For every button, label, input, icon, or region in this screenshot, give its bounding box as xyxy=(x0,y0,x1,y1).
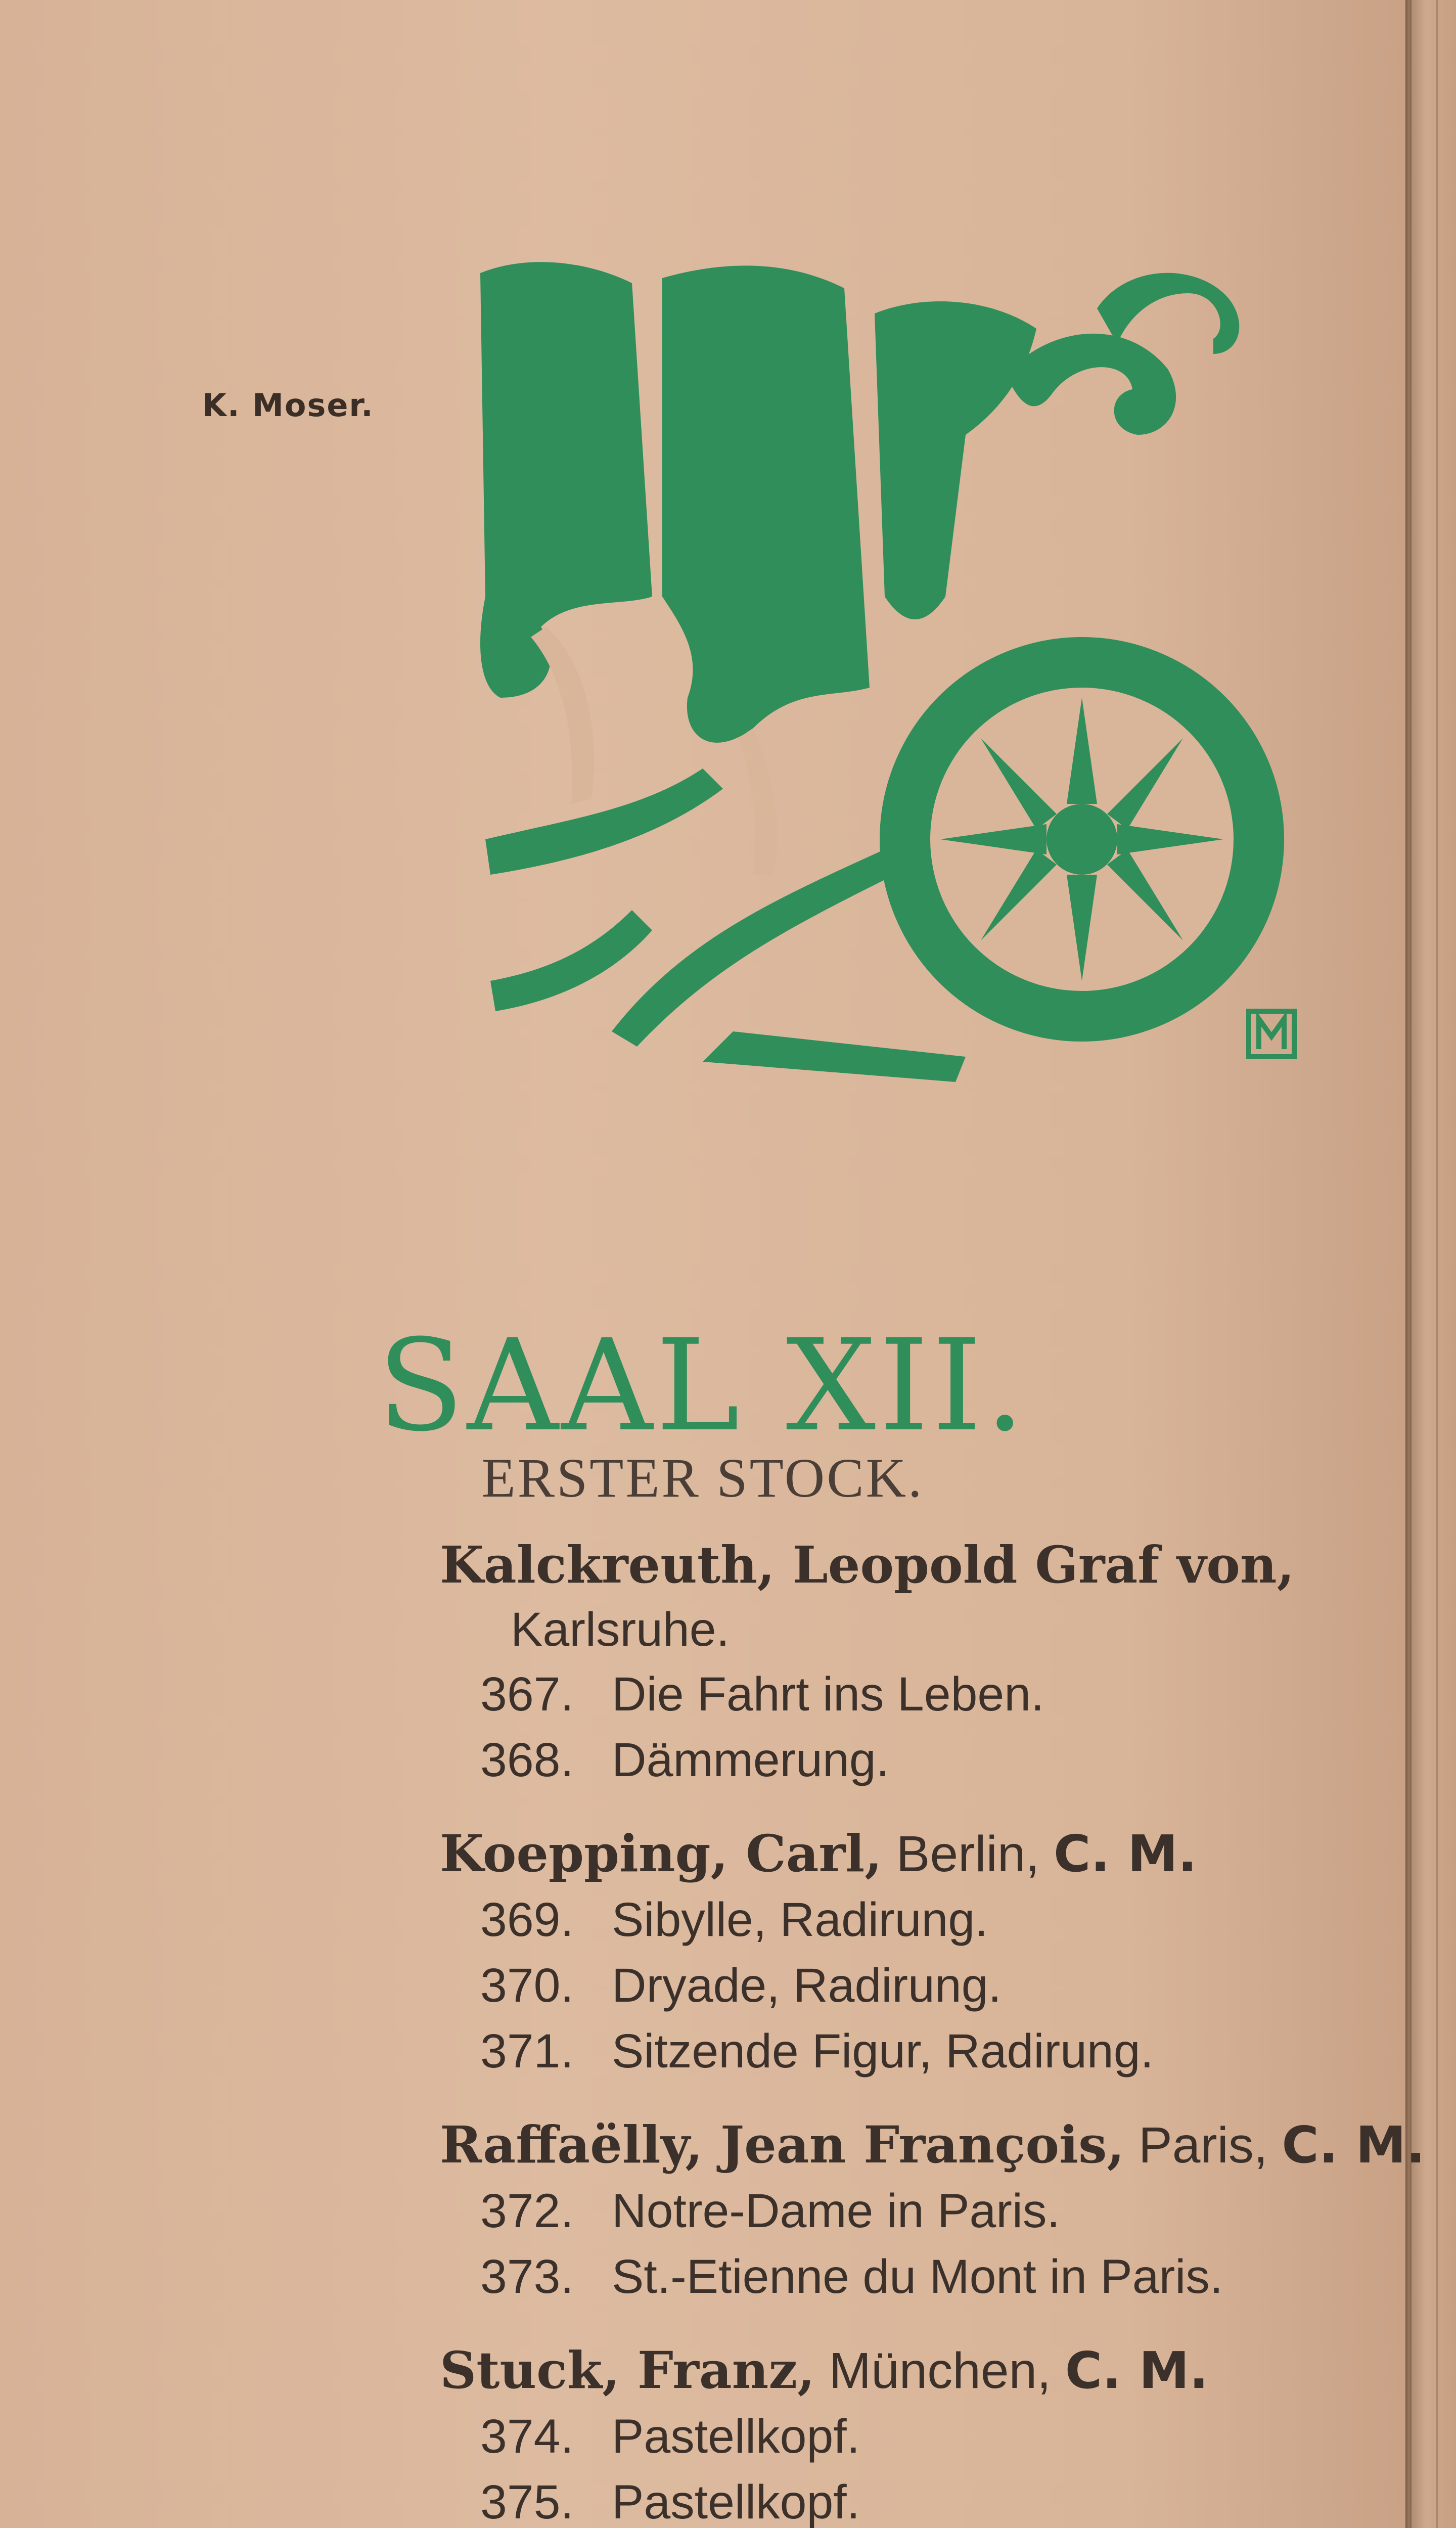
work-item xyxy=(440,1887,1350,1953)
artist-name: Stuck, Franz, xyxy=(440,2340,815,2400)
work-title: St.-Etienne du Mont in Paris. xyxy=(612,2250,1223,2304)
work-item xyxy=(440,2404,1350,2469)
floral-woodcut-ornament xyxy=(470,243,1309,1102)
work-title: Sibylle, Radirung. xyxy=(612,1893,988,1947)
artist-credit: K. Moser. xyxy=(202,387,374,424)
work-item xyxy=(440,2178,1350,2244)
work-item xyxy=(440,2018,1350,2084)
work-number: 372. xyxy=(480,2184,574,2238)
work-title: Dryade, Radirung. xyxy=(612,1959,1002,2012)
catalog-list xyxy=(440,1532,1426,2528)
work-title: Pastellkopf. xyxy=(612,2410,860,2463)
work-item xyxy=(440,1953,1350,2018)
artist-location: Berlin, xyxy=(896,1826,1040,1882)
artist-heading xyxy=(440,2112,1426,2178)
artist-entry xyxy=(440,1821,1350,2084)
membership-mark: C. M. xyxy=(1065,2341,1209,2400)
artist-entry xyxy=(440,2112,1426,2310)
hall-title: SAAL XII. xyxy=(377,1312,1028,1459)
work-number: 375. xyxy=(480,2475,574,2528)
artist-heading xyxy=(440,1821,1350,1887)
work-number: 367. xyxy=(480,1667,574,1721)
work-title: Notre-Dame in Paris. xyxy=(612,2184,1060,2238)
artist-heading xyxy=(440,1532,1350,1598)
km-monogram-icon xyxy=(1249,1011,1294,1057)
work-number: 368. xyxy=(480,1733,574,1787)
work-item xyxy=(440,1661,1350,1727)
artist-location: Paris, xyxy=(1139,2117,1268,2174)
artist-name: Kalckreuth, Leopold Graf von, xyxy=(440,1535,1295,1595)
membership-mark: C. M. xyxy=(1054,1824,1197,1883)
work-number: 370. xyxy=(480,1959,574,2012)
work-item xyxy=(440,2244,1350,2310)
work-title: Pastellkopf. xyxy=(612,2475,860,2528)
work-item xyxy=(440,2469,1350,2528)
work-item xyxy=(440,1727,1350,1793)
work-number: 369. xyxy=(480,1893,574,1947)
work-number: 371. xyxy=(480,2024,574,2078)
work-number: 373. xyxy=(480,2250,574,2304)
floor-label: ERSTER STOCK. xyxy=(481,1447,924,1509)
artist-heading xyxy=(440,2337,1350,2404)
work-title: Die Fahrt ins Leben. xyxy=(612,1667,1044,1721)
membership-mark: C. M. xyxy=(1282,2115,1426,2175)
artist-city: Karlsruhe. xyxy=(511,1603,730,1656)
work-title: Sitzende Figur, Radirung. xyxy=(612,2024,1154,2078)
artist-name: Koepping, Carl, xyxy=(440,1824,882,1883)
artist-name: Raffaëlly, Jean François, xyxy=(440,2115,1125,2175)
work-number: 374. xyxy=(480,2410,574,2463)
work-title: Dämmerung. xyxy=(612,1733,890,1787)
artist-entry xyxy=(440,1532,1350,1793)
artist-entry xyxy=(440,2337,1350,2528)
artist-location: München, xyxy=(829,2342,1051,2399)
